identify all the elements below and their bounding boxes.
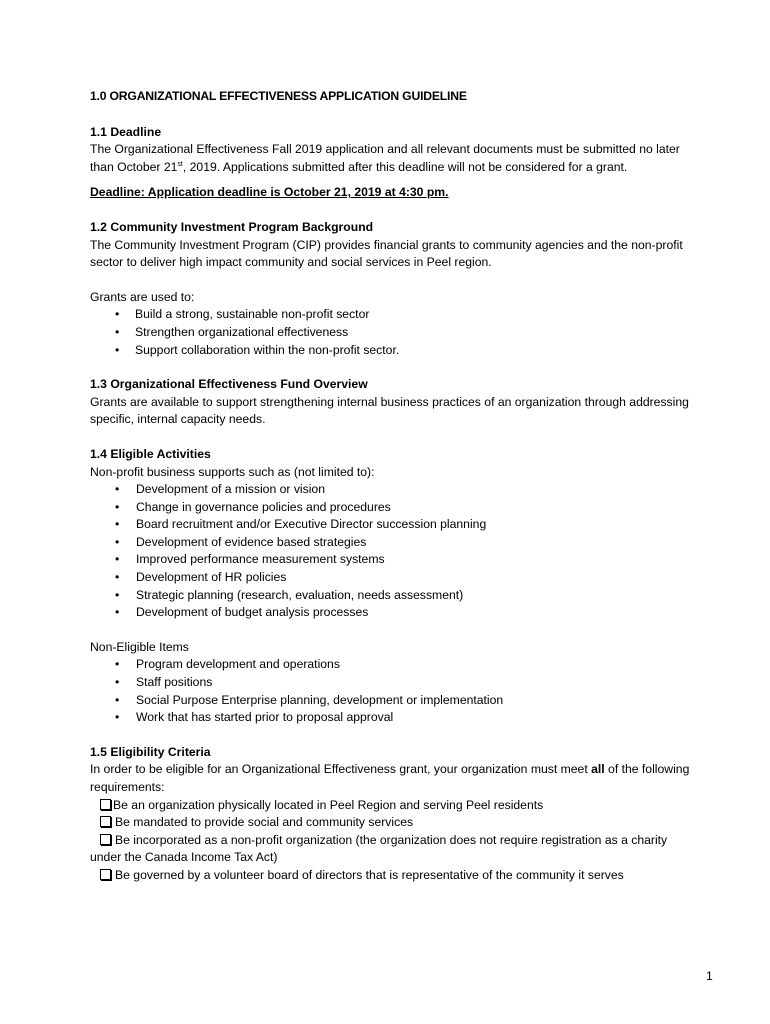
section-eligible-activities bbox=[90, 446, 690, 727]
deadline-paragraph bbox=[90, 141, 690, 176]
bullet-icon: • bbox=[115, 517, 120, 532]
deadline-text-start: The Organizational Effectiveness Fall 2019 application and all relevant documents must be submitted no later than October 21 bbox=[90, 142, 680, 174]
list-item: Be governed by a volunteer board of directors that is representative of the community it serves bbox=[90, 867, 690, 885]
list-item: • Development of budget analysis processes bbox=[90, 604, 690, 622]
eligible-intro: Non-profit business supports such as (not limited to): bbox=[90, 464, 375, 479]
bullet-icon: • bbox=[115, 570, 120, 585]
list-item: • Development of a mission or vision bbox=[90, 481, 690, 499]
bullet-icon: • bbox=[115, 342, 120, 357]
list-item: • Strategic planning (research, evaluation, needs assessment) bbox=[90, 587, 690, 605]
section-eligibility-criteria bbox=[90, 744, 690, 885]
list-item: • Social Purpose Enterprise planning, development or implementation bbox=[90, 692, 690, 710]
bullet-icon: • bbox=[115, 605, 120, 620]
section-deadline bbox=[90, 124, 690, 202]
fund-overview-paragraph: Grants are available to support strengthening internal business practices of an organization through addressing specific, internal capacity needs. bbox=[90, 394, 689, 427]
eligible-activities-list bbox=[90, 481, 690, 622]
section-heading-eligible-activities: 1.4 Eligible Activities bbox=[90, 446, 211, 461]
document-page bbox=[90, 88, 690, 902]
non-eligible-list bbox=[90, 656, 690, 726]
section-heading-eligibility-criteria: 1.5 Eligibility Criteria bbox=[90, 744, 211, 759]
deadline-statement: Deadline: Application deadline is October 21, 2019 at 4:30 pm. bbox=[90, 185, 449, 200]
eligibility-intro: In order to be eligible for an Organizational Effectiveness grant, your organization must meet all of the following requirements: bbox=[90, 762, 690, 794]
non-eligible-heading: Non-Eligible Items bbox=[90, 639, 189, 654]
list-item: • Staff positions bbox=[90, 674, 690, 692]
bullet-icon: • bbox=[115, 499, 120, 514]
ordinal-suffix: st bbox=[177, 160, 183, 168]
list-item: Be incorporated as a non-profit organization (the organization does not require registration as a charity under the Canada Income Tax Act) bbox=[90, 832, 668, 865]
bullet-icon: • bbox=[115, 482, 120, 497]
grants-intro: Grants are used to: bbox=[90, 289, 195, 304]
section-cip-background bbox=[90, 219, 690, 359]
bullet-icon: • bbox=[115, 692, 120, 707]
bullet-icon: • bbox=[115, 324, 120, 339]
checkbox-icon bbox=[100, 799, 111, 810]
emphasis-all: all bbox=[591, 762, 605, 777]
deadline-text-end: , 2019. Applications submitted after this deadline will not be considered for a grant. bbox=[182, 159, 628, 174]
page-number: 1 bbox=[706, 969, 713, 983]
section-heading-deadline: 1.1 Deadline bbox=[90, 124, 162, 139]
list-item: Be mandated to provide social and community services bbox=[90, 814, 690, 832]
list-item: Be an organization physically located in Peel Region and serving Peel residents bbox=[90, 797, 690, 815]
list-item: • Board recruitment and/or Executive Director succession planning bbox=[90, 516, 690, 534]
section-heading-fund-overview: 1.3 Organizational Effectiveness Fund Overview bbox=[90, 377, 368, 392]
list-item: • Strengthen organizational effectiveness bbox=[90, 324, 690, 342]
eligibility-criteria-list bbox=[90, 797, 690, 885]
document-title: 1.0 ORGANIZATIONAL EFFECTIVENESS APPLICATION GUIDELINE bbox=[90, 89, 467, 103]
bullet-icon: • bbox=[115, 675, 120, 690]
bullet-icon: • bbox=[115, 307, 120, 322]
list-item: • Build a strong, sustainable non-profit sector bbox=[90, 306, 690, 324]
checkbox-icon bbox=[100, 816, 111, 827]
bullet-icon: • bbox=[115, 657, 120, 672]
bullet-icon: • bbox=[115, 710, 120, 725]
checkbox-icon bbox=[100, 834, 111, 845]
list-item: • Development of HR policies bbox=[90, 569, 690, 587]
bullet-icon: • bbox=[115, 552, 120, 567]
bullet-icon: • bbox=[115, 587, 120, 602]
list-item: • Development of evidence based strategies bbox=[90, 534, 690, 552]
grants-list bbox=[90, 306, 690, 359]
list-item: • Support collaboration within the non-profit sector. bbox=[90, 342, 690, 360]
cip-background-paragraph: The Community Investment Program (CIP) provides financial grants to community agencies and the non-profit sector to deliver high impact community and social services in Peel region. bbox=[90, 237, 683, 270]
list-item: • Work that has started prior to proposal approval bbox=[90, 709, 690, 727]
list-item: • Program development and operations bbox=[90, 656, 690, 674]
section-heading-cip-background: 1.2 Community Investment Program Background bbox=[90, 219, 374, 234]
list-item: • Improved performance measurement systems bbox=[90, 551, 690, 569]
checkbox-icon bbox=[100, 869, 111, 880]
list-item: • Change in governance policies and procedures bbox=[90, 499, 690, 517]
section-fund-overview bbox=[90, 376, 690, 429]
bullet-icon: • bbox=[115, 534, 120, 549]
